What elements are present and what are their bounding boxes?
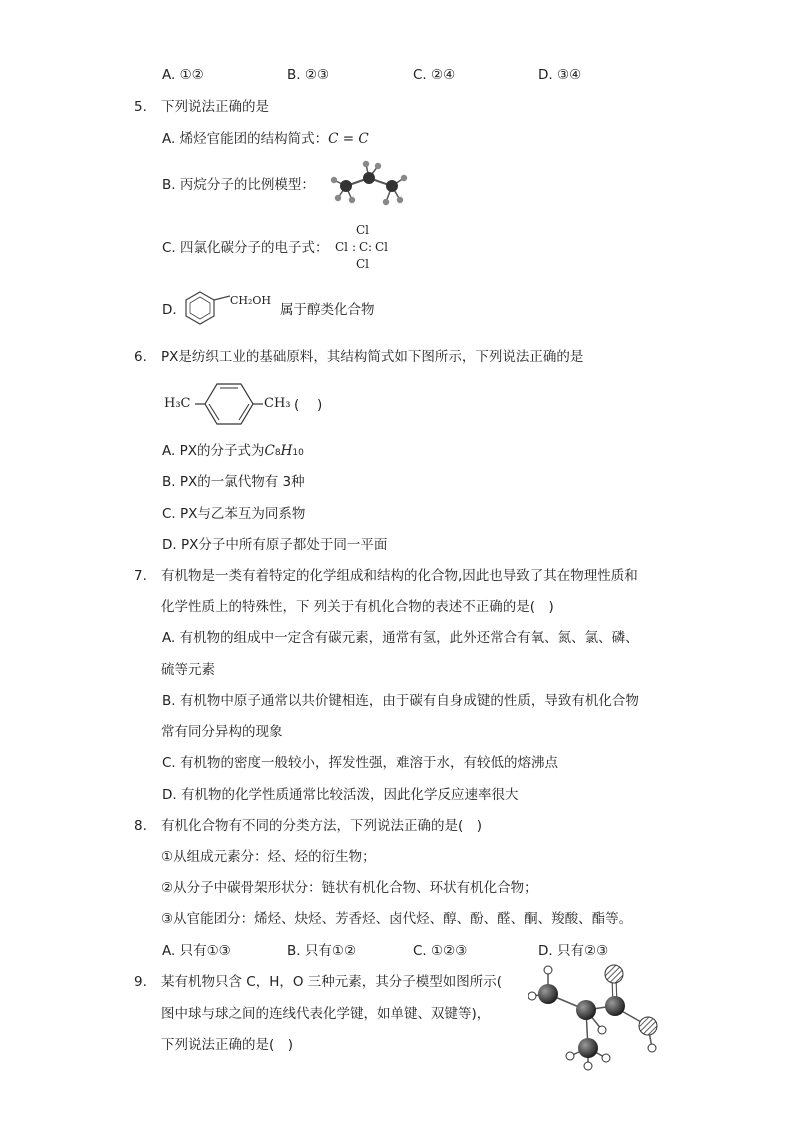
q7-option-c: C. 有机物的密度一般较小，挥发性强，难溶于水，有较低的熔沸点	[162, 755, 559, 771]
q8-item-3: ③从官能团分：烯烃、炔烃、芳香烃、卤代烃、醇、酚、醛、酮、羧酸、酯等。	[161, 911, 633, 927]
q5-option-a-text: A. 烯烃官能团的结构简式：	[162, 131, 329, 147]
q8-stem: 有机化合物有不同的分类方法，下列说法正确的是( )	[161, 818, 483, 834]
q8-number: 8.	[134, 818, 147, 834]
q4-option-c: C. ②④	[413, 67, 456, 83]
molecule-model-figure	[528, 962, 664, 1072]
q7-option-a-line1: A. 有机物的组成中一定含有碳元素，通常有氢，此外还常合有氧、氮、氯、磷、	[162, 630, 639, 646]
q6-number: 6.	[134, 349, 147, 365]
q5-option-a-formula: C = C	[328, 131, 369, 147]
q4-option-b: B. ②③	[287, 67, 330, 83]
px-left-group: H₃C	[164, 396, 191, 411]
propane-ball-model-figure	[326, 158, 412, 214]
px-right-group: CH₃	[264, 396, 291, 411]
q7-option-a-line2: 硫等元素	[161, 662, 215, 678]
q7-stem-line2: 化学性质上的特殊性，下 列关于有机化合物的表述不正确的是( )	[161, 599, 554, 615]
q6-option-d: D. PX分子中所有原子都处于同一平面	[162, 537, 388, 553]
cl-right: Cl	[375, 240, 389, 254]
carbon-center: C	[359, 240, 369, 254]
cl-top: Cl	[356, 223, 370, 237]
cl-left: Cl	[335, 240, 349, 254]
q4-option-a: A. ①②	[162, 67, 204, 83]
q6-option-a: A. PX的分子式为C8H10	[162, 443, 304, 459]
q4-option-d: D. ③④	[538, 67, 582, 83]
q5-option-a	[162, 130, 369, 148]
q7-stem-line1: 有机物是一类有着特定的化学组成和结构的化合物,因此也导致了其在物理性质和	[161, 568, 638, 584]
q5-option-d-text: 属于醇类化合物	[280, 302, 375, 318]
q5-option-b-text: B. 丙烷分子的比例模型：	[162, 177, 315, 193]
q7-option-d: D. 有机物的化学性质通常比较活泼，因此化学反应速率很大	[162, 787, 519, 803]
q9-stem-line1: 某有机物只含 C，H，O 三种元素，其分子模型如图所示(	[161, 974, 503, 990]
q8-option-d: D. 只有②③	[538, 943, 609, 959]
ccl4-electron-formula: Cl Cl : C : Cl Cl	[335, 223, 389, 271]
q8-item-1: ①从组成元素分：烃、烃的衍生物；	[161, 849, 376, 865]
q6-option-b: B. PX的一氯代物有 3种	[162, 474, 305, 490]
q6-paren: ( )	[294, 397, 323, 413]
q7-option-b-line2: 常有同分异构的现象	[161, 724, 283, 740]
q9-number: 9.	[134, 974, 147, 990]
q6-option-c: C. PX与乙苯互为同系物	[162, 506, 306, 522]
q6-option-a-text: A. PX的分子式为	[162, 443, 265, 459]
q5-stem: 下列说法正确的是	[161, 99, 269, 115]
px-benzene-ring-figure	[195, 378, 265, 430]
q8-option-b: B. 只有①②	[287, 943, 357, 959]
q7-option-b-line1: B. 有机物中原子通常以共价键相连，由于碳有自身成键的性质，导致有机化合物	[162, 693, 639, 709]
cl-bottom: Cl	[356, 257, 370, 271]
q8-option-a: A. 只有①③	[162, 943, 231, 959]
q8-option-c: C. ①②③	[413, 943, 468, 959]
q7-number: 7.	[134, 568, 147, 584]
q5-option-d-label: D.	[162, 302, 177, 318]
q5-option-c-text: C. 四氯化碳分子的电子式：	[162, 240, 329, 256]
q8-item-2: ②从分子中碳骨架形状分：链状有机化合物、环状有机化合物；	[161, 880, 538, 896]
benzyl-ring-figure	[184, 290, 232, 330]
q5-option-d-substituent: CH₂OH	[230, 294, 272, 307]
q9-stem-line3: 下列说法正确的是( )	[161, 1037, 294, 1053]
q9-stem-line2: 图中球与球之间的连线代表化学键，如单键、双键等)，	[161, 1006, 491, 1022]
q6-stem: PX是纺织工业的基础原料，其结构简式如下图所示，下列说法正确的是	[161, 349, 584, 365]
q5-number: 5.	[134, 99, 147, 115]
